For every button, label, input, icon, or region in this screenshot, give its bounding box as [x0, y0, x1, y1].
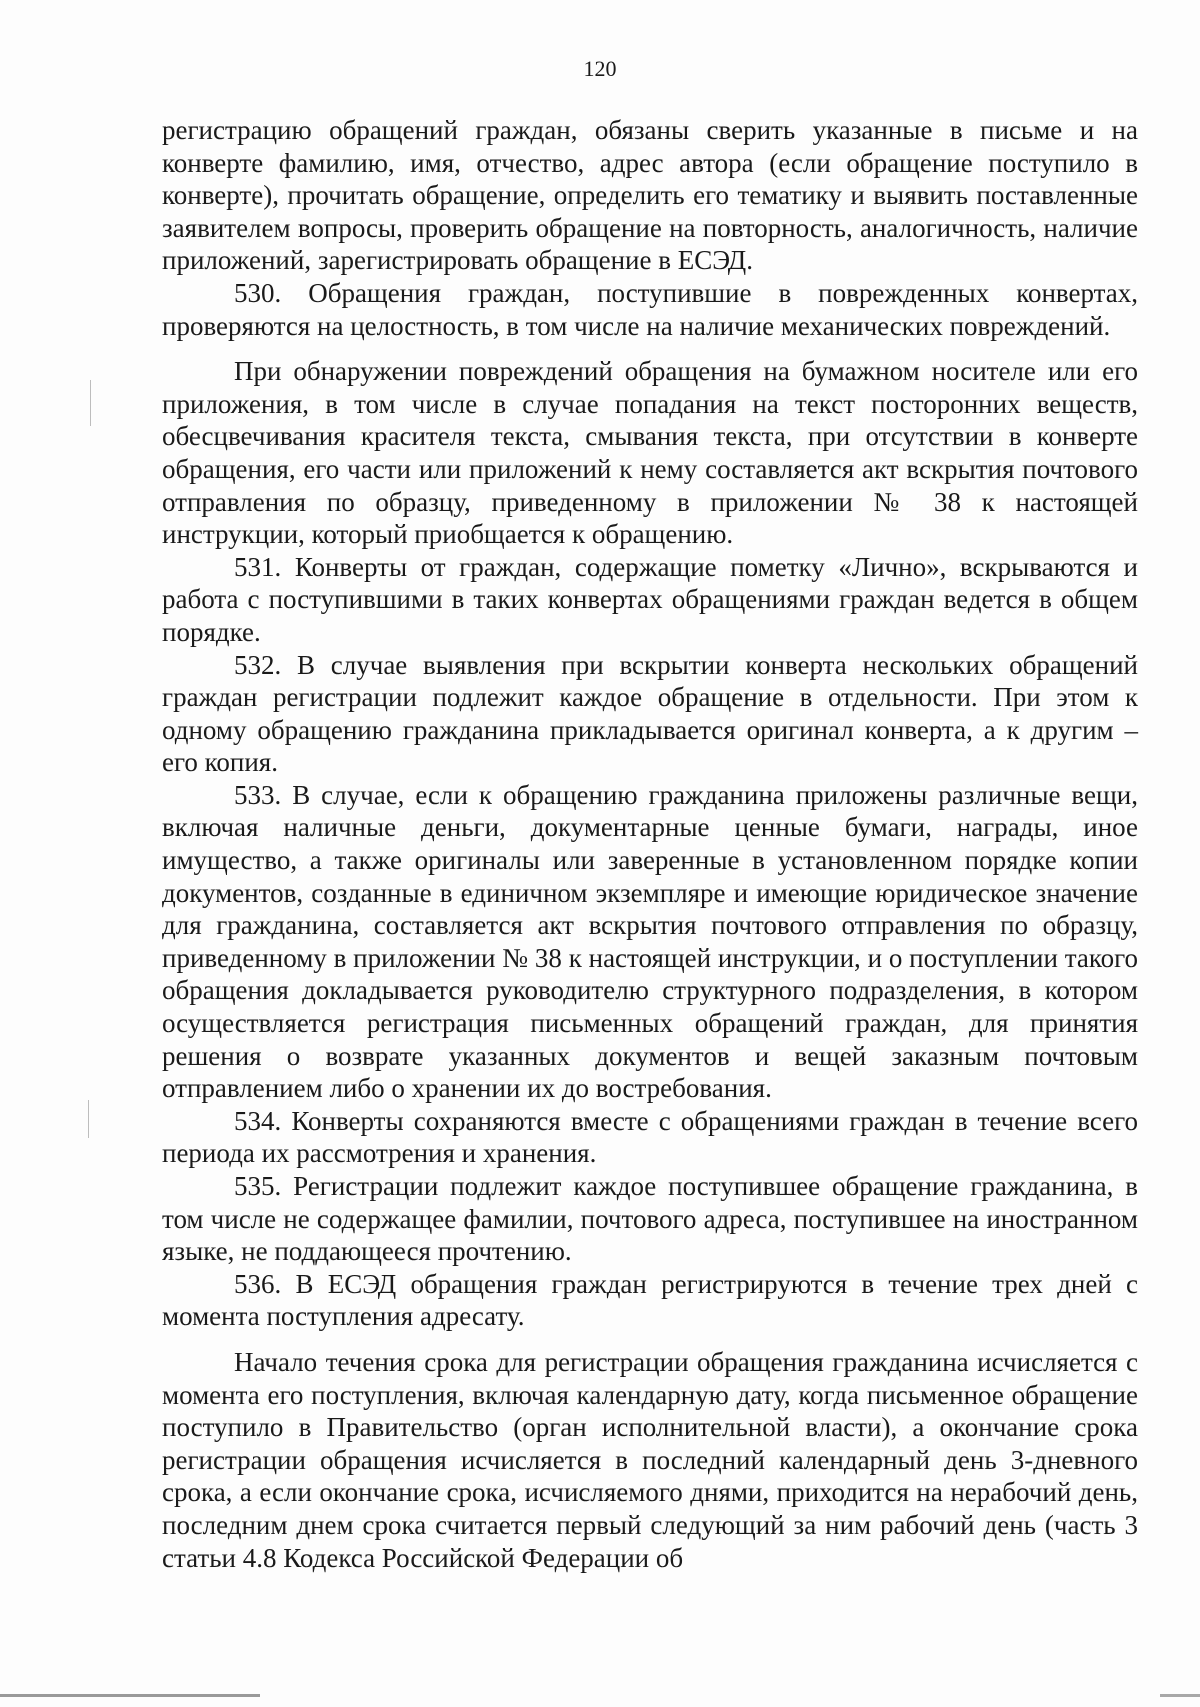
scan-mark-left-upper — [90, 380, 91, 426]
page-number: 120 — [583, 56, 617, 81]
document-body — [162, 114, 1138, 1574]
paragraph-530: 530. Обращения граждан, поступившие в поврежденных конвертах, проверяются на целостность, в том числе на наличие механических повреждений. — [162, 277, 1138, 341]
paragraph-registration-check: регистрацию обращений граждан, обязаны сверить указанные в письме и на конверте фамилию, имя, отчество, адрес автора (если обращение поступило в конверте), прочитать обращение, определить его тематику и выявить поставленные заявителем вопросы, проверить обращение на повторность, аналогичность, наличие приложений, зарегистрировать обращение в ЕСЭД. — [162, 115, 1138, 276]
scan-edge-bottom-right — [1160, 1694, 1200, 1697]
paragraph-536: 536. В ЕСЭД обращения граждан регистрируются в течение трех дней с момента поступления адресату. — [162, 1268, 1138, 1332]
paragraph-531: 531. Конверты от граждан, содержащие пометку «Лично», вскрываются и работа с поступившими в таких конвертах обращениями граждан ведется в общем порядке. — [162, 551, 1138, 647]
scan-edge-bottom-left — [0, 1694, 260, 1697]
paragraph-535: 535. Регистрации подлежит каждое поступившее обращение гражданина, в том числе не содержащее фамилии, почтового адреса, поступившее на иностранном языке, не поддающееся прочтению. — [162, 1171, 1138, 1267]
paragraph-registration-deadline: Начало течения срока для регистрации обращения гражданина исчисляется с момента его поступления, включая календарную дату, когда письменное обращение поступило в Правительство (орган исполнительной власти), а окончание срока регистрации обращения исчисляется в последний календарный день 3-дневного срока, а если окончание срока, исчисляемого днями, приходится на нерабочий день, последним днем срока считается первый следующий за ним рабочий день (часть 3 статьи 4.8 Кодекса Российской Федерации об — [162, 1346, 1138, 1573]
paragraph-533: 533. В случае, если к обращению гражданина приложены различные вещи, включая наличные деньги, документарные ценные бумаги, награды, иное имущество, а также оригиналы или заверенные в установленном порядке копии документов, созданные в единичном экземпляре и имеющие юридическое значение для гражданина, составляется акт вскрытия почтового отправления по образцу, приведенному в приложении № 38 к настоящей инструкции, и о поступлении такого обращения докладывается руководителю структурного подразделения, в котором осуществляется регистрация письменных обращений граждан, для принятия решения о возврате указанных документов и вещей заказным почтовым отправлением либо о хранении их до востребования. — [162, 779, 1138, 1104]
scan-mark-left-lower — [88, 1100, 89, 1138]
paragraph-534: 534. Конверты сохраняются вместе с обращениями граждан в течение всего периода их рассмотрения и хранения. — [162, 1105, 1138, 1169]
paragraph-damage-detection: При обнаружении повреждений обращения на бумажном носителе или его приложения, в том числе в случае попадания на текст посторонних веществ, обесцвечивания красителя текста, смывания текста, при отсутствии в конверте обращения, его части или приложений к нему составляется акт вскрытия почтового отправления по образцу, приведенному в приложении № 38 к настоящей инструкции, который приобщается к обращению. — [162, 356, 1138, 550]
paragraph-532: 532. В случае выявления при вскрытии конверта нескольких обращений граждан регистрации подлежит каждое обращение в отдельности. При этом к одному обращению гражданина прикладывается оригинал конверта, а к другим – его копия. — [162, 649, 1138, 778]
